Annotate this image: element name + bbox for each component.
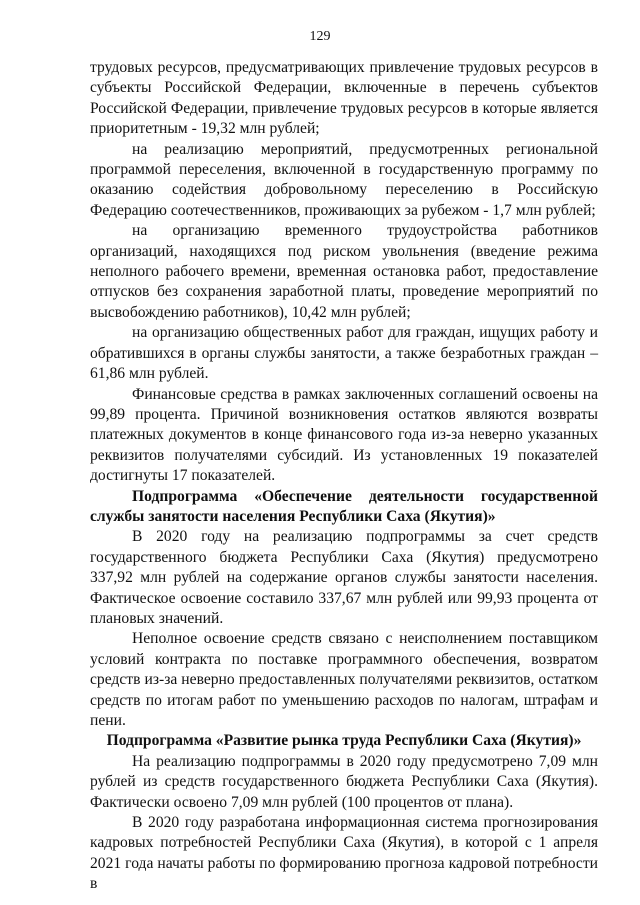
paragraph-employment-service-budget: В 2020 году на реализацию подпрограммы за счет средств государственного бюджета Республики Саха (Якутия) предусмотрено 337,92 млн рублей на содержание органов службы занятости населения. Фактическое освоение составило 337,67 млн рублей или 99,93 процента от плановых значений. <box>90 528 598 627</box>
page-number: 129 <box>309 29 331 44</box>
paragraph-financial-execution: Финансовые средства в рамках заключенных соглашений освоены на 99,89 процента. Причиной возникновения остатков являются возвраты платежных документов в конце финансового года из-за неверно указанных реквизитов получателями субсидий. Из установленных 19 показателей достигнуты 17 показателей. <box>90 385 598 485</box>
paragraph-temporary-employment: на организацию временного трудоустройства работников организаций, находящихся под риском увольнения (введение режима неполного рабочего времени, временная остановка работ, предоставление отпусков без сохранения заработной платы, проведение мероприятий по высвобождению работников), 10,42 млн рублей; <box>90 222 598 321</box>
paragraph-information-system: В 2020 году разработана информационная система прогнозирования кадровых потребностей Республики Саха (Якутия), в которой с 1 апреля 2021 года начаты работы по формированию прогноза кадровой потребности в <box>90 814 598 893</box>
subprogram-heading-employment-service: Подпрограмма «Обеспечение деятельности государственной службы занятости населения Республики Саха (Якутия)» <box>90 487 598 525</box>
paragraph-incomplete-execution: Неполное освоение средств связано с неисполнением поставщиком условий контракта по поставке программного обеспечения, возвратом средств из-за неверно предоставленных получателями реквизитов, остатком средств по итогам работ по уменьшению расходов по налогам, штрафам и пени. <box>90 630 598 729</box>
paragraph-resettlement-program: на реализацию мероприятий, предусмотренных региональной программой переселения, включенной в государственную программу по оказанию содействия добровольному переселению в Российскую Федерацию соотечественников, проживающих за рубежом - 1,7 млн рублей; <box>90 140 598 219</box>
document-body <box>90 58 598 895</box>
paragraph-public-works: на организацию общественных работ для граждан, ищущих работу и обратившихся в органы службы занятости, а также безработных граждан – 61,86 млн рублей. <box>90 324 598 383</box>
paragraph-labor-market-budget: На реализацию подпрограммы в 2020 году предусмотрено 7,09 млн рублей из средств государственного бюджета Республики Саха (Якутия). Фактически освоено 7,09 млн рублей (100 процентов от плана). <box>90 752 598 811</box>
subprogram-heading-labor-market: Подпрограмма «Развитие рынка труда Республики Саха (Якутия)» <box>106 732 582 750</box>
paragraph-labor-resources: трудовых ресурсов, предусматривающих привлечение трудовых ресурсов в субъекты Российской Федерации, включенные в перечень субъектов Российской Федерации, привлечение трудовых ресурсов в которые является приоритетным - 19,32 млн рублей; <box>90 59 598 138</box>
